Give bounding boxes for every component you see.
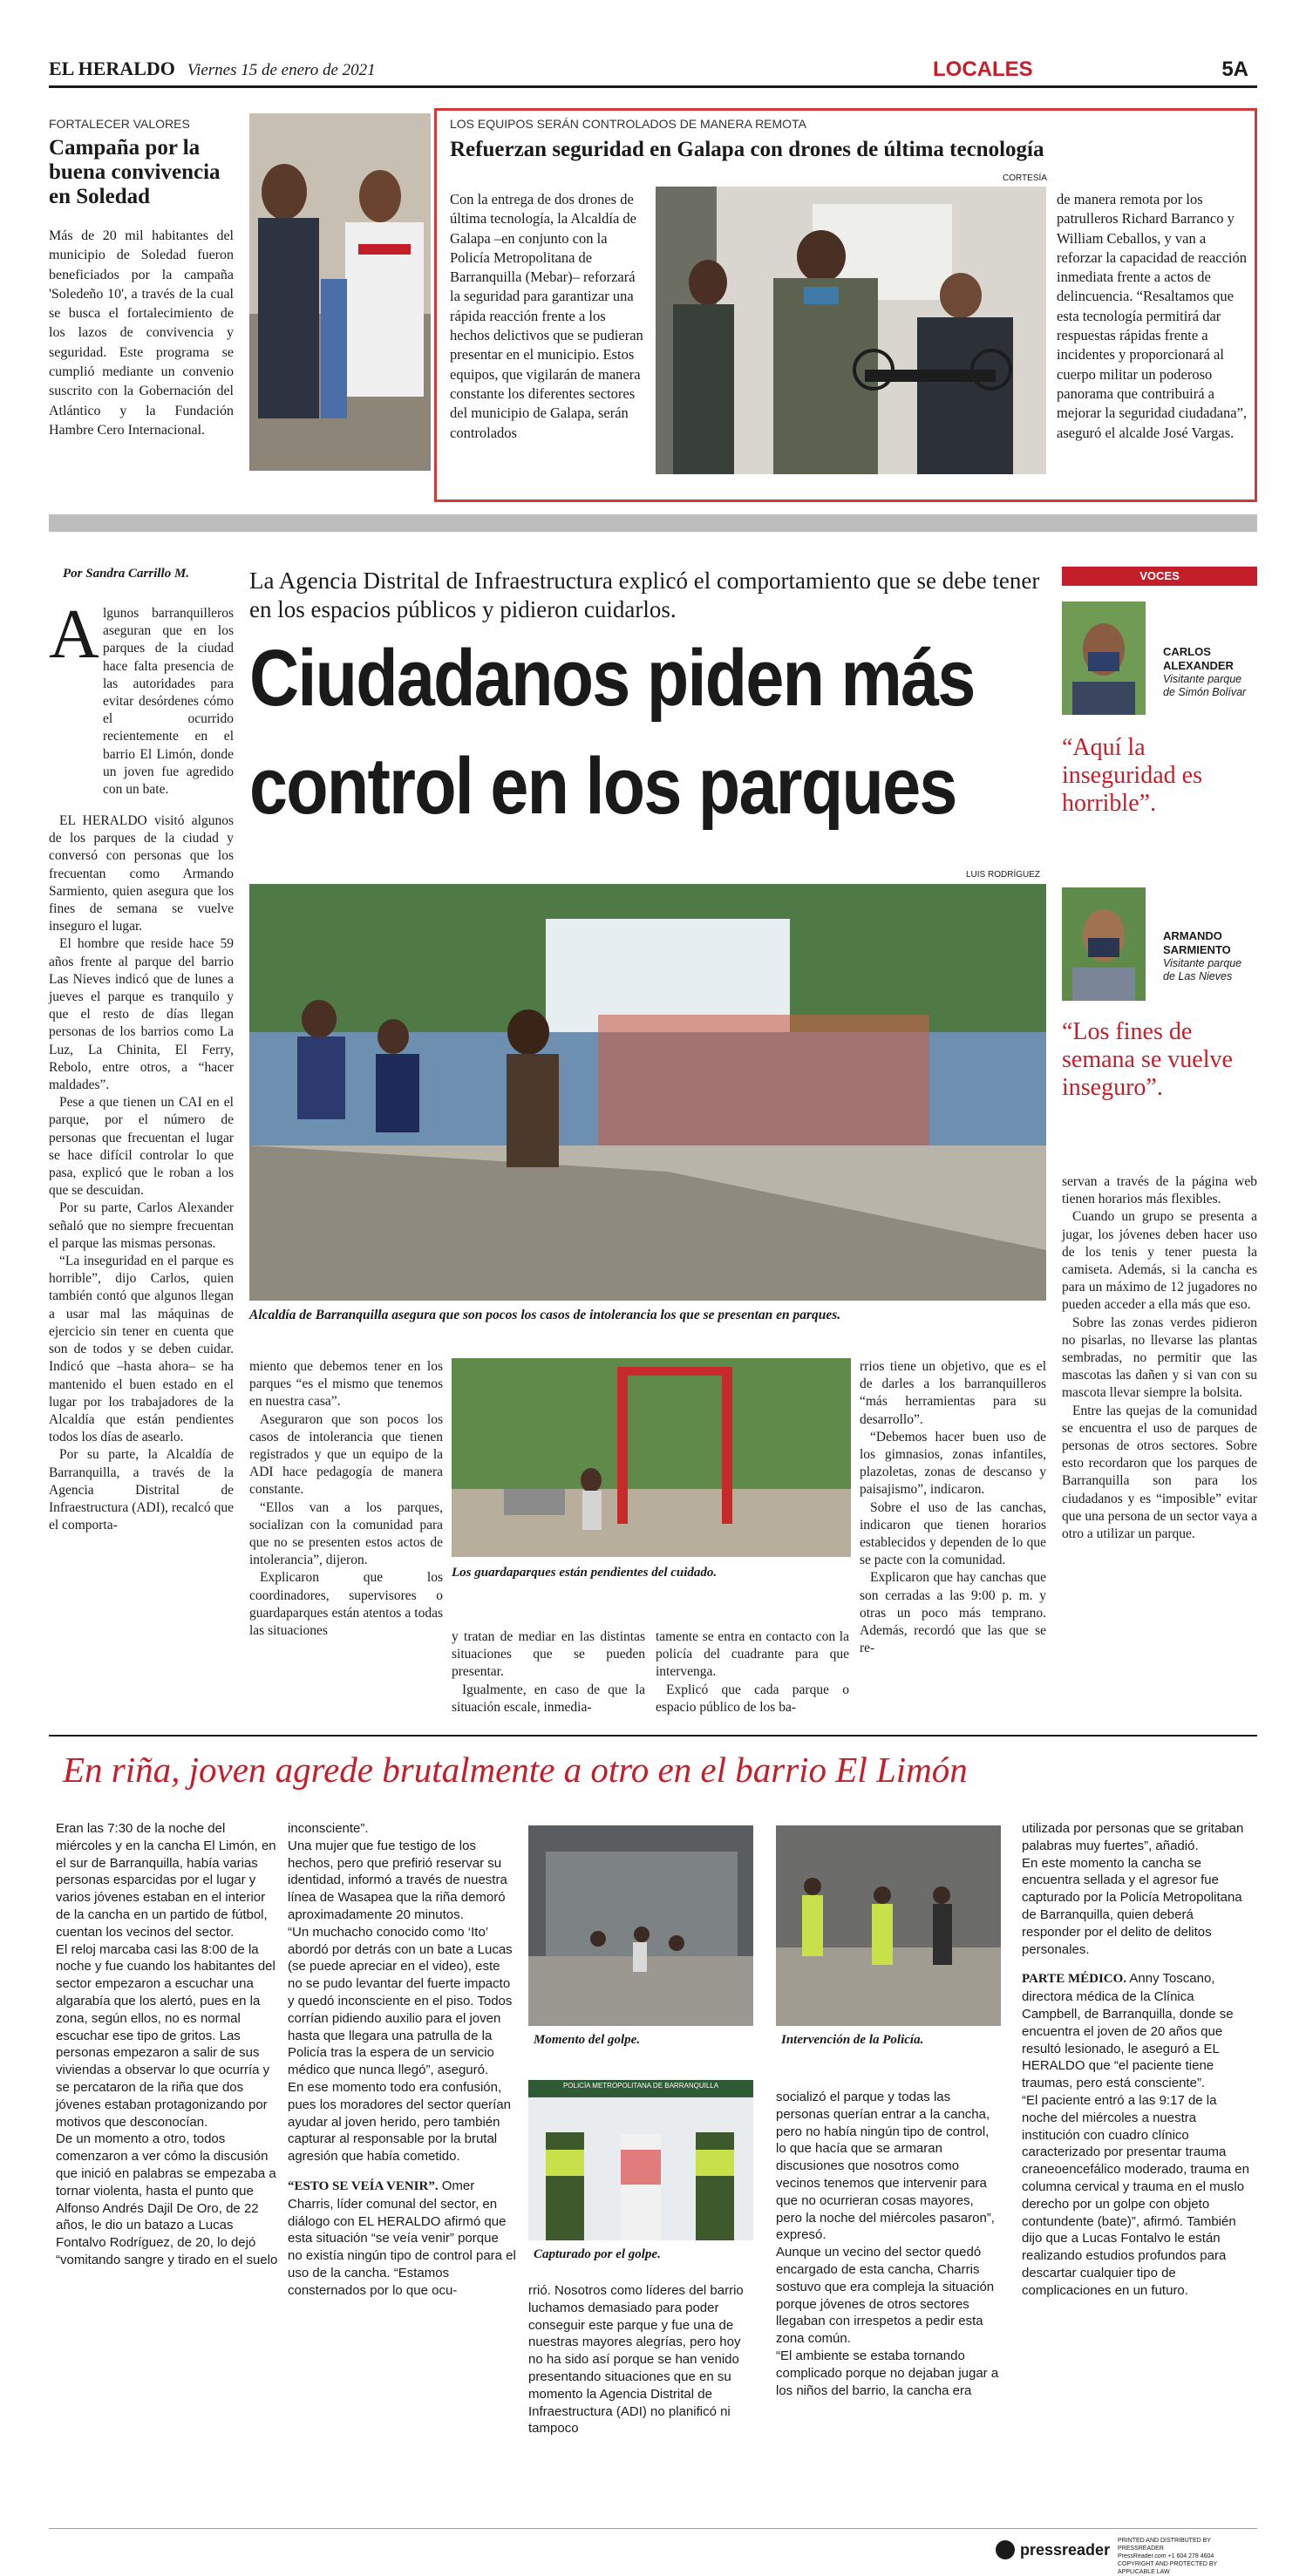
- parks-col5-p: Entre las quejas de la comunidad se encuentra el uso de parques de personas de otros sectores. Sobre esto recordaron que los parques de Barranquilla son para los ciudadanos y es “imposible” evitar que una persona de un sector vaya a otro a utilizar un parque.: [1062, 1403, 1257, 1542]
- footer-notice: [1118, 2537, 1254, 2576]
- brief-body: Más de 20 mil habitantes del municipio de Soledad fueron beneficiados por la campaña 'Soledeño 10', a través de la cual se busca el fortalecimiento de los lazos de convivencia y seguridad. Este programa se cumplió mediante un convenio suscrito con la Gobernación del Atlántico y la Fundación Hambre Cero Internacional.: [49, 228, 234, 438]
- parks-col5-p: Cuando un grupo se presenta a jugar, los jóvenes deben hacer uso de los tenis y tener puesta la camiseta. Además, si la cancha es para un máximo de 12 jugadores no pueden acceder a ella más que eso.: [1062, 1209, 1257, 1313]
- pressreader-wordmark: pressreader: [1020, 2540, 1111, 2559]
- section-divider: [49, 514, 1257, 532]
- drones-credit: CORTESÍA: [1003, 173, 1047, 183]
- fight-col4-p: “El ambiente se estaba tornando complicado porque no dejaban jugar a los niños del barrio, la cancha era: [776, 2348, 999, 2398]
- voces-quote-1: “Aquí la inseguridad es horrible”.: [1062, 734, 1202, 817]
- drones-body-left: Con la entrega de dos drones de última tecnología, la Alcaldía de Galapa –en conjunto con la Policía Metropolitana de Barranquilla (Mebar)– reforzará la seguridad para garantizar una rápida reacción frente a los hechos delictivos que se pudieran presentar en el municipio. Estos equipos, que vigilarán de manera constante los diferentes sectores del municipio de Galapa, serán controlados: [450, 191, 643, 441]
- fight-col4-p: socializó el parque y todas las personas querían entrar a la cancha, pero no había ningún tipo de control, lo que hacía que se armaran discusiones que nosotros como vecinos tenemos que intervenir para que no ocurrieran cosas mayores, pero la noche del miércoles pasaron”, expresó.: [776, 2090, 995, 2243]
- parks-col4a-p: Explicó que cada parque o espacio público de los ba-: [656, 1682, 849, 1715]
- footer-notice-1: PRINTED AND DISTRIBUTED BY PRESSREADER: [1118, 2538, 1211, 2552]
- voces-role-1: Visitante parque de Simón Bolívar: [1163, 673, 1247, 698]
- fight-caption-3: Capturado por el golpe.: [534, 2247, 661, 2261]
- fight-col2-p: En ese momento todo era confusión, pues los moradores del sector querían ayudar al joven herido, pero también capturar al responsable por la brutal agresión que había cometido.: [288, 2079, 511, 2165]
- parks-main-photo: [249, 884, 1046, 1301]
- parks-col1-p: EL HERALDO visitó algunos de los parques de la ciudad y conversó con personas que los frecuentan como Armando Sarmiento, quien asegura que los fines de semana se vuelve inseguro el lugar.: [49, 813, 234, 935]
- parks-col1-p: Por su parte, la Alcaldía de Barranquilla, a través de la Agencia Distrital de Infraestructura (ADI), recalcó que el comporta-: [49, 1447, 234, 1533]
- parks-credit: LUIS RODRÍGUEZ: [966, 870, 1041, 880]
- fight-col2-lead: “ESTO SE VEÍA VENIR”.: [288, 2178, 439, 2193]
- fight-col2-p: inconsciente”.: [288, 1821, 369, 1836]
- masthead-rule: [49, 85, 1257, 88]
- parks-col3-p: Igualmente, en caso de que la situación escale, inmedia-: [452, 1682, 645, 1715]
- fight-col2-lead-para: [288, 2178, 516, 2300]
- parks-col3-p: y tratan de mediar en las distintas situaciones que se pueden presentar.: [452, 1629, 645, 1680]
- fight-col2-p: “Un muchacho conocido como ‘Ito’ abordó por detrás con un bate a Lucas (se puede apreciar en el video), este no se pudo levantar del fuerte impacto y quedó inconsciente en el piso. Todos corrían pidiendo auxilio para el joven hasta que llegara una patrulla de la Policía tras la espera de un servicio médico que nunca llegó”, aseguró.: [288, 1924, 513, 2078]
- drones-title: Refuerzan seguridad en Galapa con drones de última tecnología: [450, 138, 1044, 161]
- fight-headline: En riña, joven agrede brutalmente a otro en el barrio El Limón: [63, 1750, 968, 1790]
- fight-col1: [56, 1820, 279, 2269]
- parks-small-photo: [452, 1358, 851, 1557]
- parks-col1-p: Pese a que tienen un CAI en el parque, por el número de personas que frecuentan el lugar se hace difícil controlar lo que pasa, explicó que le roban a los que se descuidan.: [49, 1095, 234, 1199]
- parks-col1-p: Por su parte, Carlos Alexander señaló que no siempre frecuentan el parque las mismas personas.: [49, 1200, 234, 1251]
- fight-photo-3: [528, 2080, 753, 2240]
- fight-col2-after: Omer Charris, líder comunal del sector, en diálogo con EL HERALDO afirmó que esta situación “se veía venir” porque no existía ningún tipo de control para el uso de la cancha. “Estamos consternados por lo que ocu-: [288, 2178, 516, 2298]
- brief-title: Campaña por la buena convivencia en Soledad: [49, 136, 221, 208]
- voces-avatar-2: [1062, 887, 1146, 1001]
- fight-caption-2: Intervención de la Policía.: [781, 2033, 924, 2047]
- parks-byline: Por Sandra Carrillo M.: [63, 567, 190, 581]
- masthead: [49, 58, 1257, 84]
- parks-col5: [1062, 1173, 1257, 1543]
- fight-col4: [776, 2089, 999, 2399]
- parks-main-caption: Alcaldía de Barranquilla asegura que son pocos los casos de intolerancia los que se presentan en parques.: [249, 1308, 841, 1322]
- parks-col1-p: El hombre que reside hace 59 años frente al parque del barrio Las Nieves indicó que de lunes a jueves el parque es tranquilo y que el resto de días llegan personas de los barrios como La Luz, La Chinita, El Ferry, Rebolo, entre otros, a “hacer maldades”.: [49, 936, 234, 1093]
- drones-photo: [656, 187, 1046, 474]
- parks-col2-p: Aseguraron que son pocos los casos de intolerancia que tienen registrados y que un equipo de la ADI hace pedagogía de manera constante.: [249, 1411, 443, 1498]
- fight-photo-1: [528, 1825, 753, 2026]
- parks-headline-1: Ciudadanos piden más: [249, 634, 975, 723]
- fight-col5-p: En este momento la cancha se encuentra sellada y el agresor fue capturado por la Policía Metropolitana de Barranquilla, quien deberá responder por el delito de delitos personales.: [1022, 1855, 1242, 1957]
- fight-col3: [528, 2282, 752, 2437]
- parks-col4b-p: rrios tiene un objetivo, que es el de darles a los barranquilleros “más herramientas para su desarrollo”.: [860, 1359, 1046, 1427]
- fight-col1-p: Eran las 7:30 de la noche del miércoles y en la cancha El Limón, en el sur de Barranquilla, había varias personas esparcidas por el lugar y varios jóvenes estaban en el interior de la cancha en un partido de fútbol, cuentan los vecinos del sector.: [56, 1821, 276, 1940]
- parks-col5-p: servan a través de la página web tienen horarios más flexibles.: [1062, 1174, 1257, 1207]
- fight-col3-p: rrió. Nosotros como líderes del barrio luchamos demasiado para poder conseguir este parque y fue una de nuestras mayores alegrías, pero hoy no ha sido así porque se han venido presentando situaciones que en su momento la Agencia Distrital de Infraestructura (ADI) no planificó ni tampoco: [528, 2283, 744, 2437]
- fight-caption-1: Momento del golpe.: [534, 2033, 641, 2047]
- parks-col1-first: lgunos barranquilleros aseguran que en los parques de la ciudad hace falta presencia de las autoridades para evitar desórdenes cómo el ocurrido recientemente en el barrio El Limón, donde un joven fue agredido con un bate.: [103, 606, 234, 798]
- brief-photo: [249, 113, 431, 471]
- voces-name-1b: ALEXANDER: [1163, 659, 1234, 672]
- parks-col4a-p: tamente se entra en contacto con la policía del cuadrante para que intervenga.: [656, 1629, 849, 1680]
- footer-rule: [49, 2528, 1257, 2529]
- parks-col3: [452, 1628, 645, 1716]
- drones-body-right: de manera remota por los patrulleros Richard Barranco y William Ceballos, y van a reforzar la capacidad de reacción inmediata frente a actos de delincuencia. “Resaltamos que esta tecnología permitirá dar respuestas rápidas frente a incidentes y proporcionará al cuerpo militar un poderoso panorama que contribuirá a mejorar la seguridad ciudadana”, aseguró el alcalde José Vargas.: [1057, 191, 1248, 441]
- page-number: 5A: [1221, 58, 1248, 81]
- fight-top-rule: [49, 1735, 1257, 1737]
- dropcap: A: [49, 596, 99, 673]
- voces-label: VOCES: [1062, 567, 1257, 586]
- fight-col5-lead-para: [1022, 1970, 1250, 2092]
- parks-col5-p: Sobre las zonas verdes pidieron no pisarlas, no llevarse las plantas sembradas, no permitir que las mascotas las dañen y si van con su mascota llevar siempre la bolsita.: [1062, 1315, 1257, 1401]
- fight-col1-p: El reloj marcaba casi las 8:00 de la noche y fue cuando los habitantes del sector empezaron a escuchar una algarabía que los alertó, pues en la zona, según ellos, no es normal escuchar ese tipo de gritos. Las personas empezaron a salir de sus viviendas a observar lo que ocurría y se percataron de la riña que dos jóvenes estaban protagonizando por motivos que desconocían.: [56, 1941, 275, 2130]
- fight-col2-p: Una mujer que fue testigo de los hechos, pero que prefirió reservar su identidad, informó a través de nuestra línea de Wasapea que la riña demoró aproximadamente 20 minutos.: [288, 1838, 507, 1922]
- voces-role-2: Visitante parque de Las Nieves: [1163, 957, 1242, 982]
- section-name: LOCALES: [933, 58, 1033, 81]
- parks-small-caption: Los guardaparques están pendientes del cuidado.: [452, 1566, 718, 1580]
- fight-col5-p: utilizada por personas que se gritaban palabras muy fuertes”, añadió.: [1022, 1821, 1244, 1853]
- footer-notice-3: COPYRIGHT AND PROTECTED BY APPLICABLE LAW: [1118, 2561, 1218, 2575]
- fight-col2: [288, 1820, 516, 2300]
- fight-col5-after-0: Anny Toscano, directora médica de la Clínica Campbell, de Barranquilla, donde se encuentra el joven de 20 años que resultó lesionado, le aseguró a EL HERALDO que “el paciente tiene traumas, pero está consciente”.: [1022, 1971, 1234, 2091]
- voces-quote-2: “Los fines de semana se vuelve inseguro”.: [1062, 1018, 1233, 1101]
- footer-notice-2: PressReader.com +1 604 278 4604: [1118, 2553, 1214, 2559]
- fight-police-banner: POLICÍA METROPOLITANA DE BARRANQUILLA: [562, 2082, 719, 2090]
- brief-kicker: FORTALECER VALORES: [49, 117, 190, 131]
- paper-name: EL HERALDO: [49, 58, 175, 79]
- parks-headline-2: control en los parques: [249, 742, 956, 831]
- fight-col4-p: Aunque un vecino del sector quedó encargado de esta cancha, Charris sostuvo que era compleja la situación porque jóvenes de otros sectores llegaban con irrespetos a pedir esta zona común.: [776, 2245, 995, 2347]
- parks-col2-p: Explicaron que los coordinadores, supervisores o guardaparques están atentos a todas las situaciones: [249, 1570, 443, 1639]
- issue-date: Viernes 15 de enero de 2021: [187, 61, 376, 79]
- pressreader-icon: [996, 2540, 1015, 2559]
- voces-avatar-1: [1062, 602, 1146, 715]
- parks-col4b-p: Sobre el uso de las canchas, indicaron que tienen horarios establecidos y dependen de lo que se pacte con la comunidad.: [860, 1499, 1046, 1568]
- parks-col1-rest: [49, 812, 234, 1534]
- parks-col4b-p: Explicaron que hay canchas que son cerradas a las 9:00 p. m. y otras un poco más temprano. Además, recordó que las que se re-: [860, 1570, 1046, 1656]
- parks-col4a: [656, 1628, 849, 1716]
- fight-col5-lead: PARTE MÉDICO.: [1022, 1972, 1127, 1987]
- fight-col1-p: De un momento a otro, todos comenzaron a ver cómo la discusión que inició en palabras se empezaba a tornar violenta, hasta el punto que Alfonso Andrés Dajil De Oro, de 22 años, le dio un batazo a Lucas Fontalvo Rodríguez, de 20, lo dejó “vomitando sangre y tirado en el suelo: [56, 2131, 278, 2267]
- parks-subhead: La Agencia Distrital de Infraestructura explicó el comportamiento que se debe tener en los espacios públicos y pidieron cuidarlos.: [249, 568, 1040, 622]
- parks-col2: [249, 1358, 443, 1640]
- voces-name-1a: CARLOS: [1163, 645, 1211, 658]
- parks-col2-p: “Ellos van a los parques, socializan con la comunidad para que no se presenten estos actos de intolerancia”, dijeron.: [249, 1499, 443, 1568]
- fight-col5: [1022, 1820, 1250, 2300]
- voces-name-2b: SARMIENTO: [1163, 943, 1231, 956]
- drones-kicker: LOS EQUIPOS SERÁN CONTROLADOS DE MANERA REMOTA: [450, 117, 806, 131]
- parks-col1-p: “La inseguridad en el parque es horrible”, dijo Carlos, quien también contó que algunos llegan a usar mal las máquinas de ejercicio sin tener en cuenta que son de todos y se deben cuidar. Indicó que –hasta ahora– se ha mantenido el buen estado en el lugar por los trabajadores de la Alcaldía que están pendientes todos los días de asearlo.: [49, 1254, 234, 1445]
- pressreader-logo[interactable]: [996, 2539, 1110, 2561]
- voces-name-2a: ARMANDO: [1163, 929, 1222, 942]
- parks-col4b-p: “Debemos hacer buen uso de los gimnasios, zonas infantiles, plazoletas, zonas de descanso y paisajismo”, indicaron.: [860, 1429, 1046, 1498]
- parks-col2-p: miento que debemos tener en los parques “es el mismo que tenemos en nuestra casa”.: [249, 1359, 443, 1410]
- fight-col5-p: “El paciente entró a las 9:17 de la noche del miércoles a nuestra institución con cuadro clínico caracterizado por presentar trauma craneoencefálico moderado, trauma en columna cervical y trauma en el muslo derecho por un golpe con objeto contundente (bate)”, afirmó. También dijo que a Lucas Fontalvo le están realizando estudios profundos para descartar cualquier tipo de complicaciones en un futuro.: [1022, 2092, 1249, 2298]
- fight-photo-2: [776, 1825, 1001, 2026]
- parks-col4b: [860, 1358, 1046, 1657]
